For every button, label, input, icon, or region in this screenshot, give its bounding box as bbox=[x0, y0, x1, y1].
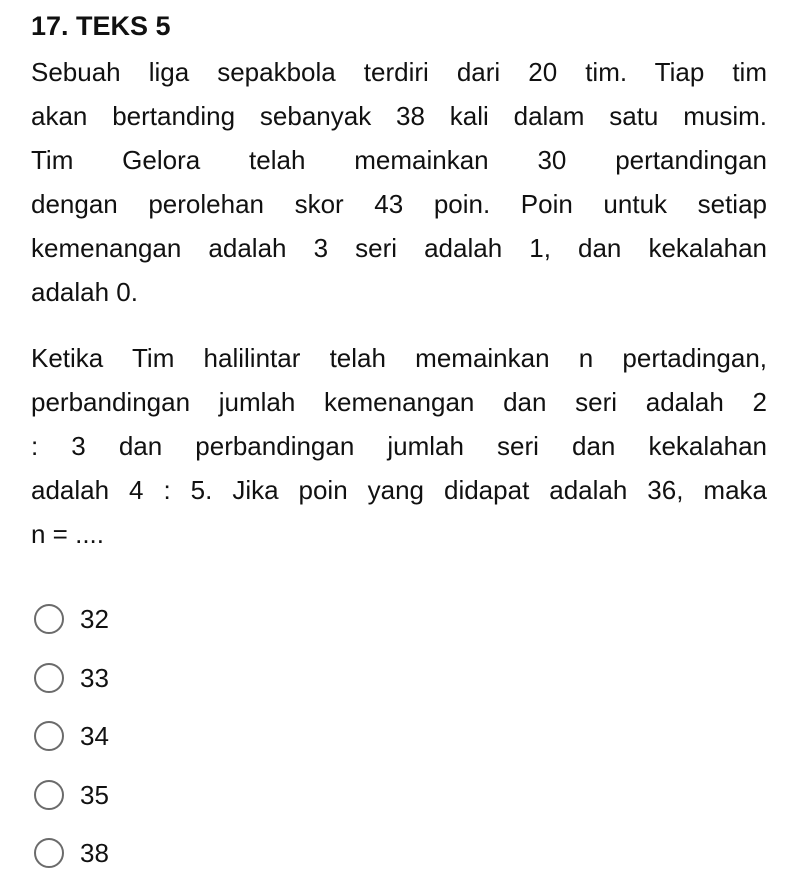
question-title: 17. TEKS 5 bbox=[31, 11, 171, 41]
answer-option-1[interactable] bbox=[34, 590, 109, 649]
answer-option-5[interactable] bbox=[34, 824, 109, 883]
answer-option-label: 38 bbox=[80, 838, 109, 869]
radio-button[interactable] bbox=[34, 838, 64, 868]
answer-option-label: 32 bbox=[80, 604, 109, 635]
answer-option-label: 33 bbox=[80, 662, 109, 693]
question-paragraph-1 bbox=[31, 50, 767, 314]
question-text-line: dengan perolehan skor 43 poin. Poin untuk setiap bbox=[31, 189, 767, 219]
question-text-line: perbandingan jumlah kemenangan dan seri adalah 2 bbox=[31, 387, 767, 417]
question-text-line: akan bertanding sebanyak 38 kali dalam satu musim. bbox=[31, 101, 767, 131]
question-text-line: : 3 dan perbandingan jumlah seri dan kekalahan bbox=[31, 431, 767, 461]
radio-button[interactable] bbox=[34, 780, 64, 810]
question-text-line: Ketika Tim halilintar telah memainkan n pertadingan, bbox=[31, 343, 767, 373]
radio-button[interactable] bbox=[34, 604, 64, 634]
radio-button[interactable] bbox=[34, 721, 64, 751]
answer-option-label: 34 bbox=[80, 721, 109, 752]
answer-option-2[interactable] bbox=[34, 649, 109, 708]
question-text-line: adalah 4 : 5. Jika poin yang didapat adalah 36, maka bbox=[31, 475, 767, 505]
question-paragraph-2 bbox=[31, 336, 767, 556]
radio-button[interactable] bbox=[34, 663, 64, 693]
question-text-line: Sebuah liga sepakbola terdiri dari 20 tim. Tiap tim bbox=[31, 57, 767, 87]
question-text-line: n = .... bbox=[31, 519, 104, 549]
answer-option-label: 35 bbox=[80, 779, 109, 810]
answer-option-4[interactable] bbox=[34, 766, 109, 825]
answer-option-3[interactable] bbox=[34, 707, 109, 766]
answer-options bbox=[34, 590, 109, 883]
question-text-line: adalah 0. bbox=[31, 277, 138, 307]
question-text-line: kemenangan adalah 3 seri adalah 1, dan kekalahan bbox=[31, 233, 767, 263]
question-card bbox=[31, 6, 767, 556]
question-text-line: Tim Gelora telah memainkan 30 pertandingan bbox=[31, 145, 767, 175]
